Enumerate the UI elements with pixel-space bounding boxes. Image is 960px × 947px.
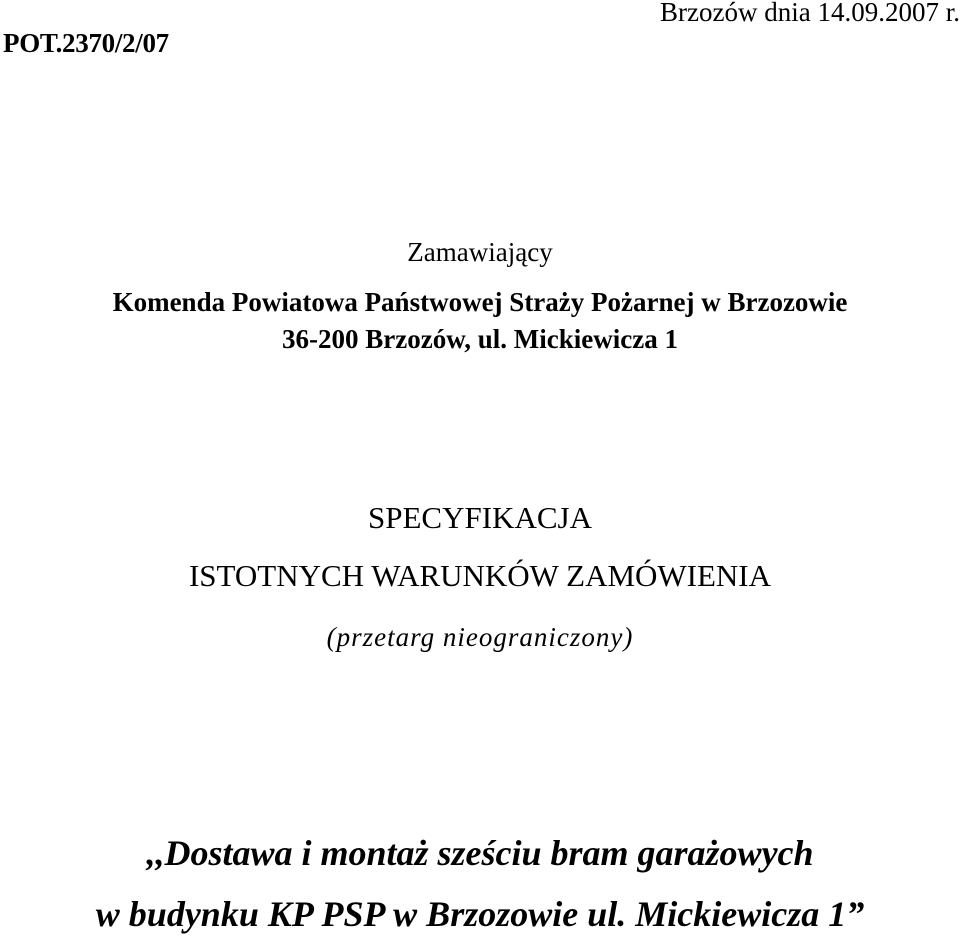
buyer-heading: Zamawiający <box>407 237 553 267</box>
spec-title-line-2: ISTOTNYCH WARUNKÓW ZAMÓWIENIA <box>188 558 772 593</box>
spec-title-line-1: SPECYFIKACJA <box>368 500 592 535</box>
subject-line-2: w budynku KP PSP w Brzozowie ul. Mickiewicza 1” <box>95 894 865 934</box>
reference-number: POT.2370/2/07 <box>3 28 169 58</box>
date-line: Brzozów dnia 14.09.2007 r. <box>660 0 960 27</box>
buyer-address: 36-200 Brzozów, ul. Mickiewicza 1 <box>282 324 678 354</box>
tender-type: (przetarg nieograniczony) <box>326 622 634 652</box>
buyer-name: Komenda Powiatowa Państwowej Straży Pożarnej w Brzozowie <box>112 287 848 317</box>
subject-line-1: ,,Dostawa i montaż sześciu bram garażowych <box>146 833 814 873</box>
